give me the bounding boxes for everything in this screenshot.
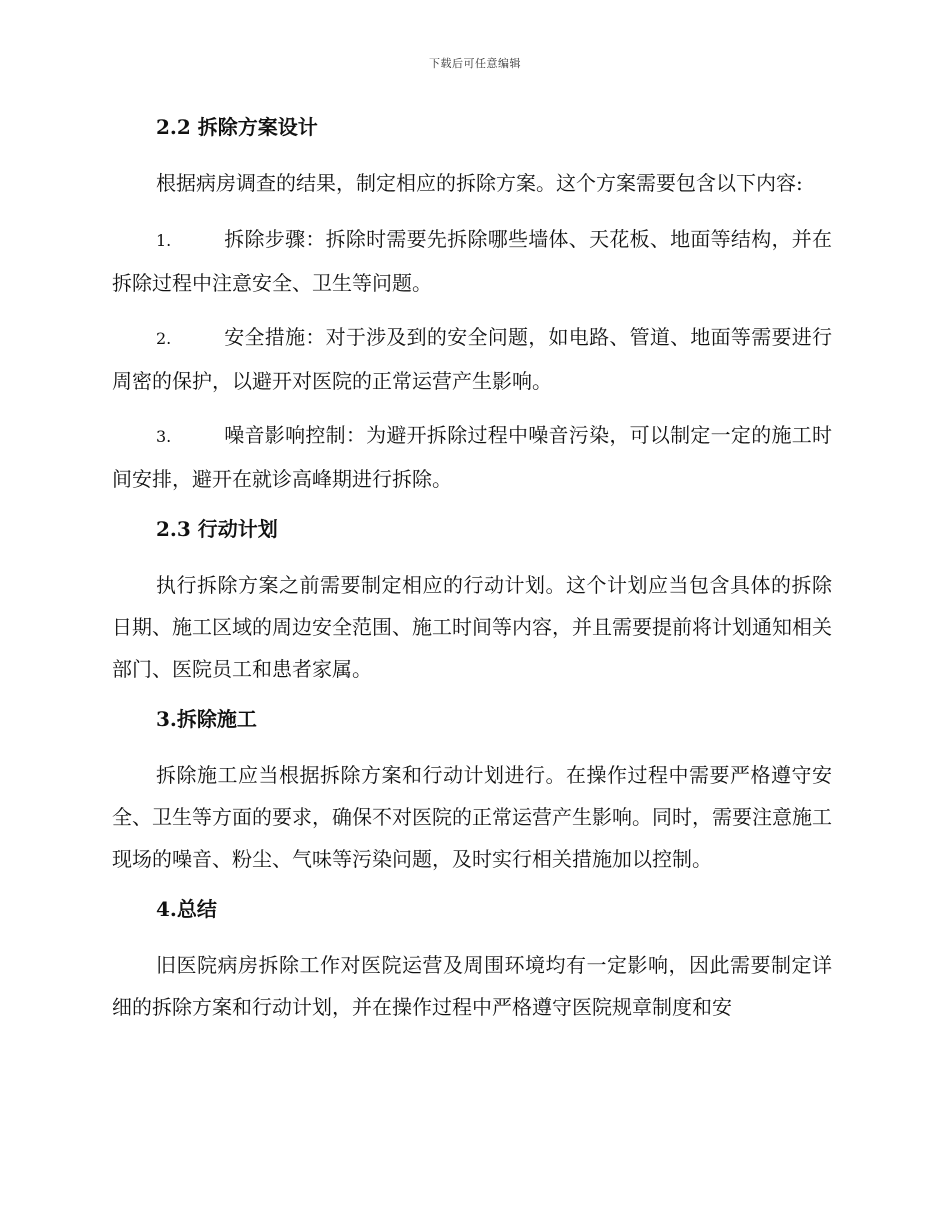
list-item-text: 安全措施：对于涉及到的安全问题，如电路、管道、地面等需要进行周密的保护，以避开对医院的正常运营产生影响。 [112, 325, 832, 393]
list-item-text: 噪音影响控制：为避开拆除过程中噪音污染，可以制定一定的施工时间安排，避开在就诊高峰期进行拆除。 [112, 423, 832, 491]
section-heading-4: 4.总结 [156, 897, 217, 921]
section-heading-2-3: 2.3 行动计划 [156, 517, 278, 541]
list-item [112, 218, 832, 304]
section-4-body: 旧医院病房拆除工作对医院运营及周围环境均有一定影响，因此需要制定详细的拆除方案和行动计划，并在操作过程中严格遵守医院规章制度和安 [112, 953, 832, 1019]
section-heading-3: 3.拆除施工 [156, 707, 257, 731]
section-2-2-intro: 根据病房调查的结果，制定相应的拆除方案。这个方案需要包含以下内容: [156, 171, 803, 195]
list-item [112, 316, 832, 402]
section-2-3-body: 执行拆除方案之前需要制定相应的行动计划。这个计划应当包含具体的拆除日期、施工区域的周边安全范围、施工时间等内容，并且需要提前将计划通知相关部门、医院员工和患者家属。 [112, 573, 832, 681]
list-item-number: 3. [156, 427, 172, 446]
list-item-number: 2. [156, 329, 172, 348]
list-item-text: 拆除步骤：拆除时需要先拆除哪些墙体、天花板、地面等结构，并在拆除过程中注意安全、卫生等问题。 [112, 227, 832, 295]
document-body [112, 112, 832, 1028]
list-item-number: 1. [156, 231, 172, 250]
page-header: 下载后可任意编辑 [429, 57, 521, 70]
section-3-body: 拆除施工应当根据拆除方案和行动计划进行。在操作过程中需要严格遵守安全、卫生等方面的要求，确保不对医院的正常运营产生影响。同时，需要注意施工现场的噪音、粉尘、气味等污染问题，及时实行相关措施加以控制。 [112, 763, 832, 871]
list-item [112, 414, 832, 500]
section-heading-2-2: 2.2 拆除方案设计 [156, 115, 318, 139]
